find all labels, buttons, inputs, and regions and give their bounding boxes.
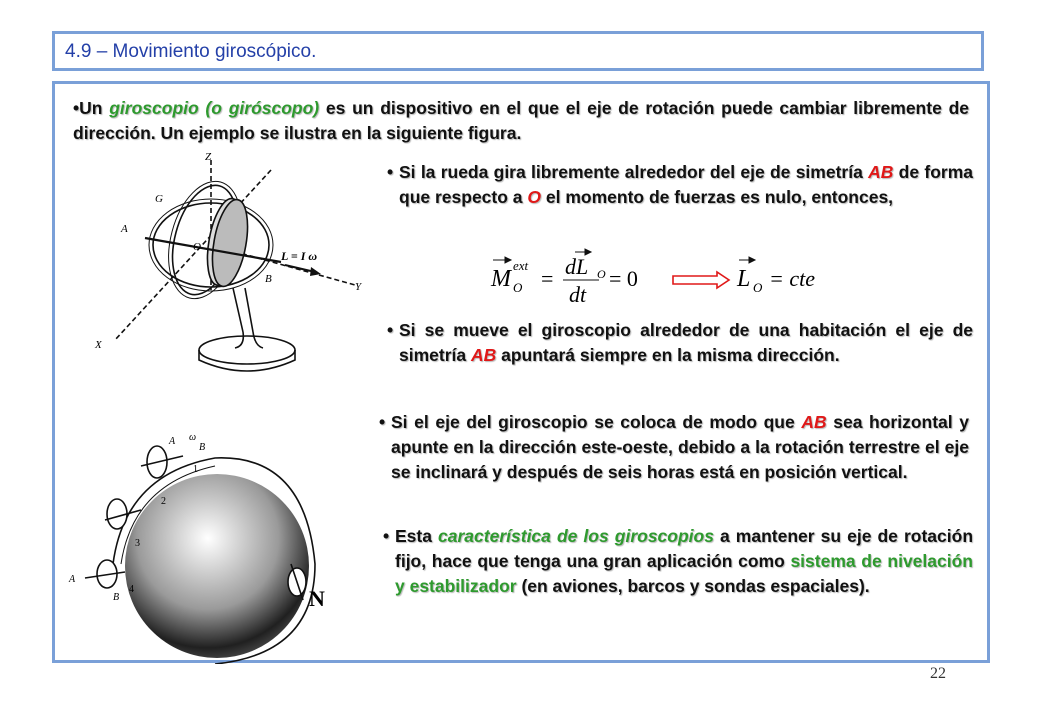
label-north: N xyxy=(309,586,325,611)
paragraph-applications xyxy=(383,524,973,599)
eq-dl: dL xyxy=(565,254,589,279)
label-z: Z xyxy=(205,151,212,163)
eq-sub-o2: O xyxy=(597,267,606,281)
eq-equals: = xyxy=(541,266,554,291)
intro-paragraph xyxy=(73,96,969,146)
label-x: X xyxy=(95,339,102,351)
stand-base xyxy=(199,336,295,364)
label-l: L = I ω xyxy=(281,249,318,263)
p4-text-3: (en aviones, barcos y sondas espaciales). xyxy=(516,576,870,596)
eq-dt: dt xyxy=(569,282,587,307)
p1-text-1: Si la rueda gira libremente alrededor del eje de simetría xyxy=(399,162,869,182)
p4-highlight: característica de los giroscopios xyxy=(438,526,714,546)
label-omega: ω xyxy=(189,432,197,443)
content-box xyxy=(52,81,990,663)
label-4: 4 xyxy=(129,584,134,595)
gyro-3 xyxy=(85,560,125,588)
label-1: 1 xyxy=(193,464,198,475)
bullet: • xyxy=(383,526,390,546)
stand-post xyxy=(233,288,253,332)
p2-ab: AB xyxy=(470,345,497,365)
label-a: A xyxy=(121,223,128,235)
earth-globe xyxy=(125,474,309,658)
eq-zero: = 0 xyxy=(609,266,638,291)
label-a-top: A xyxy=(169,436,176,447)
label-b: B xyxy=(265,273,272,285)
eq-ext: ext xyxy=(513,258,529,273)
p4-text-1: Esta xyxy=(395,526,439,546)
p4-text-2: a mantener su eje de rotación fijo, hace que tenga una gran aplicación como xyxy=(395,526,974,571)
label-b-top: B xyxy=(199,442,206,453)
angular-momentum-arrow xyxy=(285,265,315,272)
p1-ab: AB xyxy=(868,162,894,182)
p2-text-2: apuntará siempre en la misma dirección. xyxy=(496,345,840,365)
bullet: • xyxy=(73,98,80,118)
gyroscope-figure xyxy=(85,150,375,400)
bullet: • xyxy=(379,412,386,432)
label-o: O xyxy=(193,241,201,253)
p3-ab: AB xyxy=(801,412,827,432)
p3-text-1: Si el eje del giroscopio se coloca de modo que xyxy=(391,412,802,432)
p3-text-2: sea horizontal y apunte en la dirección este-oeste, debido a la rotación terrestre el eje se inclinará y después de seis horas está en posición vertical. xyxy=(391,412,969,482)
label-a-left: A xyxy=(69,574,76,585)
p2-text-1: Si se mueve el giroscopio alrededor de una habitación el eje de simetría xyxy=(399,320,973,365)
p1-o: O xyxy=(527,187,542,207)
page-number: 22 xyxy=(930,665,946,682)
bullet: • xyxy=(387,320,394,340)
label-2: 2 xyxy=(161,496,166,507)
implies-arrow xyxy=(673,272,729,288)
intro-text-2: es un dispositivo en el que el eje de rotación puede cambiar libremente de dirección. Un ejemplo se ilustra en la siguiente figura. xyxy=(73,98,969,143)
title-box xyxy=(52,31,984,71)
p1-text-3: el momento de fuerzas es nulo, entonces, xyxy=(541,187,894,207)
equation xyxy=(485,244,825,308)
label-y: Y xyxy=(355,281,362,293)
paragraph-room xyxy=(387,318,973,368)
p4-highlight-2: sistema de nivelación y estabilizador xyxy=(395,551,973,596)
eq-m: M xyxy=(491,266,511,292)
slide-title: 4.9 – Movimiento giroscópico. xyxy=(65,41,317,62)
eq-l: L xyxy=(737,266,751,292)
earth-gyroscope-figure xyxy=(65,414,365,664)
label-b-left: B xyxy=(113,592,120,603)
eq-sub-o3: O xyxy=(753,280,763,295)
paragraph-earth-rotation xyxy=(379,410,969,485)
label-3: 3 xyxy=(135,538,140,549)
intro-highlight: giroscopio (o giróscopo) xyxy=(109,98,320,118)
bullet: • xyxy=(387,162,394,182)
eq-sub-o1: O xyxy=(513,280,523,295)
intro-text-1: Un xyxy=(79,98,110,118)
label-g: G xyxy=(155,193,163,205)
gyro-1 xyxy=(141,446,183,478)
p1-text-2: de forma que respecto a xyxy=(399,162,973,207)
paragraph-wheel xyxy=(387,160,973,210)
eq-cte: = cte xyxy=(769,266,815,291)
